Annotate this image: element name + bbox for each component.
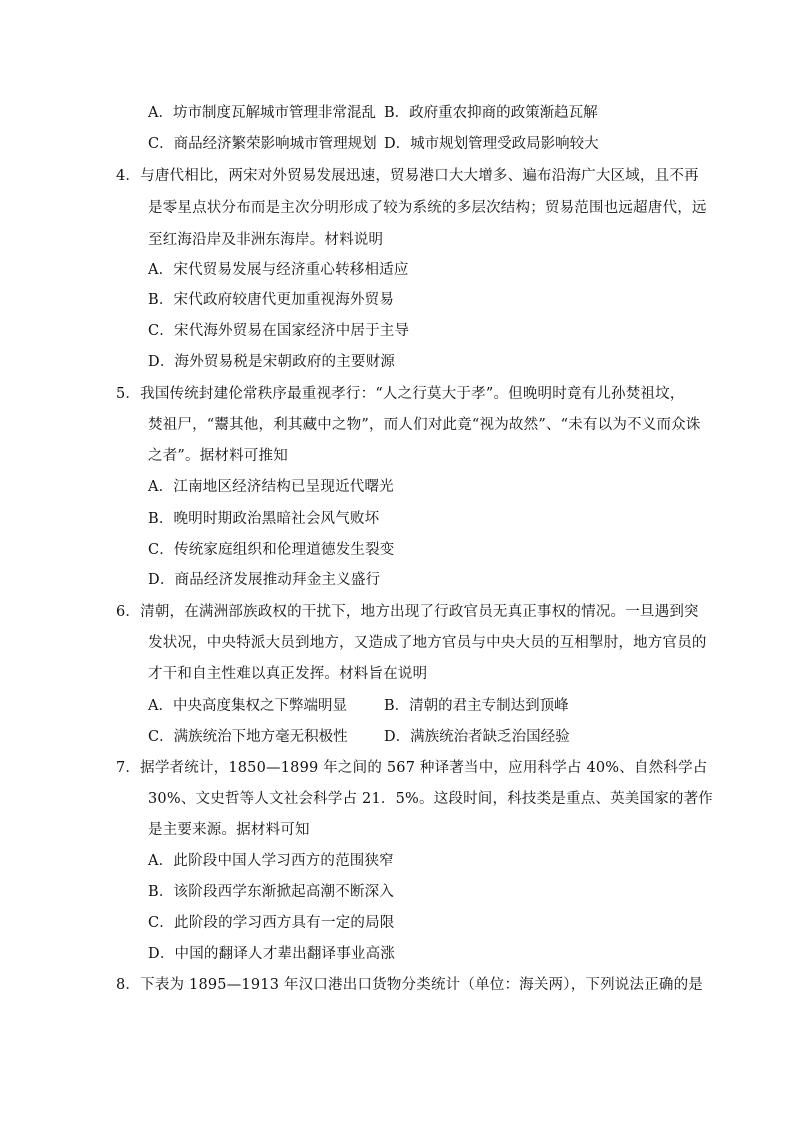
q8-stem-line: 8．下表为 1895—1913 年汉口港出口货物分类统计（单位：海关两），下列说法正确的是 [116,977,703,993]
q7-option-c: C．此阶段的学习西方具有一定的局限 [148,915,395,931]
q6-option-c: C．满族统治下地方毫无积极性 [148,729,348,745]
q5-stem-line: 焚祖尸，“鬻其他，利其藏中之物”，而人们对此竟“视为故然”、“未有以为不义而众诛 [148,417,701,433]
q5-option-b: B．晚明时期政治黑暗社会风气败坏 [148,511,380,527]
q4-stem-line: 4．与唐代相比，两宋对外贸易发展迅速，贸易港口大大增多、遍布沿海广大区域，且不再 [116,168,699,184]
q5-option-d: D．商品经济发展推动拜金主义盛行 [148,572,381,588]
q6-option-a: A．中央高度集权之下弊端明显 [148,698,347,714]
q7-stem-line: 是主要来源。据材料可知 [148,822,310,838]
q6-option-d: D．满族统治者缺乏治国经验 [384,729,570,745]
q4-option-a: A．宋代贸易发展与经济重心转移相适应 [148,262,409,278]
q5-stem-line: 5．我国传统封建伦常秩序最重视孝行：“人之行莫大于孝”。但晚明时竟有儿孙焚祖坟， [116,386,685,402]
q6-stem-line: 发状况，中央特派大员到地方，又造成了地方官员与中央大员的互相掣肘，地方官员的 [148,635,707,651]
q4-option-b: B．宋代政府较唐代更加重视海外贸易 [148,292,395,308]
q5-option-a: A．江南地区经济结构已呈现近代曙光 [148,479,394,495]
q7-option-b: B．该阶段西学东渐掀起高潮不断深入 [148,884,395,900]
q6-option-b: B．清朝的君主专制达到顶峰 [384,698,569,714]
q7-option-a: A．此阶段中国人学习西方的范围狭窄 [148,853,394,869]
q6-stem-line: 6．清朝，在满洲部族政权的干扰下，地方出现了行政官员无真正事权的情况。一旦遇到突 [116,604,699,620]
q4-option-c: C．宋代海外贸易在国家经济中居于主导 [148,323,410,339]
q3-option-b: B．政府重农抑商的政策渐趋瓦解 [384,105,598,121]
q4-option-d: D．海外贸易税是宋朝政府的主要财源 [148,354,396,370]
q3-option-c: C．商品经济繁荣影响城市管理规划 [148,136,377,152]
q3-option-d: D．城市规划管理受政局影响较大 [384,136,599,152]
q5-option-c: C．传统家庭组织和伦理道德发生裂变 [148,542,395,558]
q4-stem-line: 是零星点状分布而是主次分明形成了较为系统的多层次结构；贸易范围也远超唐代，远 [148,200,707,216]
q7-stem-line: 7．据学者统计，1850—1899 年之间的 567 种译著当中，应用科学占 40%、自然科学占 [116,760,708,776]
q7-option-d: D．中国的翻译人才辈出翻译事业高涨 [148,946,396,962]
q7-stem-line: 30%、文史哲等人文社会科学占 21．5%。这段时间，科技类是重点、英美国家的著作 [148,791,713,807]
q6-stem-line: 才干和自主性难以真正发挥。材料旨在说明 [148,666,428,682]
q4-stem-line: 至红海沿岸及非洲东海岸。材料说明 [148,232,384,248]
q5-stem-line: 之者”。据材料可推知 [148,448,288,464]
q3-option-a: A．坊市制度瓦解城市管理非常混乱 [148,105,376,121]
